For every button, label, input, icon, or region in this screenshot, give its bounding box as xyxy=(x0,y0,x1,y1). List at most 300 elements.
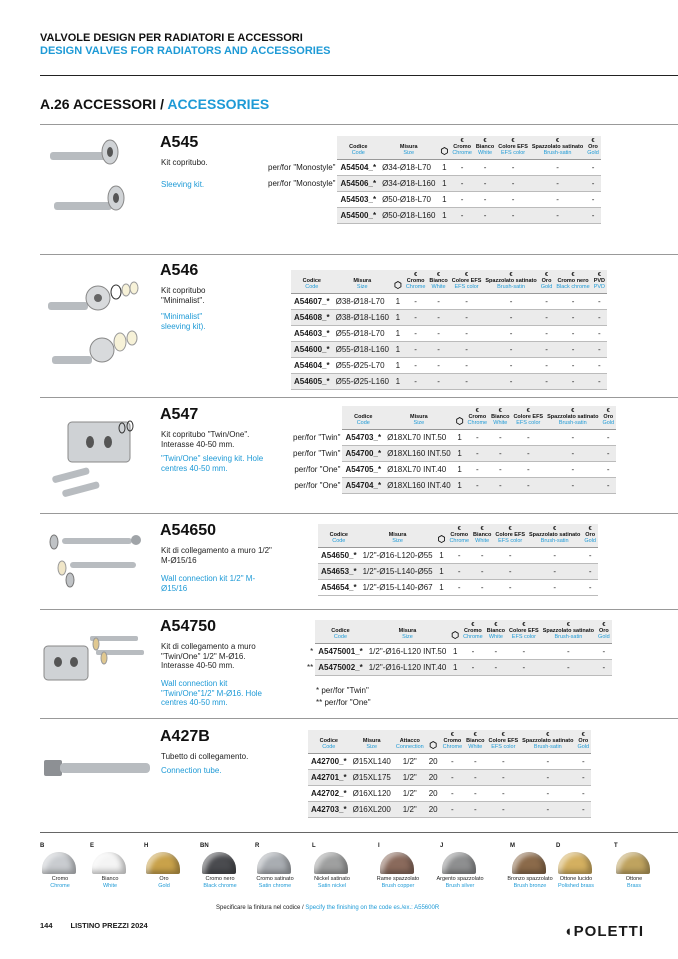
divider xyxy=(40,832,678,833)
product-code: A427B xyxy=(160,728,210,745)
quantity-cell: 1 xyxy=(392,358,404,374)
size-cell: Ø38-Ø18-L70 xyxy=(333,294,392,310)
finish-name-it: Nickel satinato xyxy=(314,876,350,882)
column-header xyxy=(466,406,490,430)
size-cell: Ø34-Ø18-L70 xyxy=(379,160,438,176)
header-en: Chrome xyxy=(449,538,470,544)
finish-name-it: Bronzo spazzolato xyxy=(507,876,553,882)
header-it: Misura xyxy=(399,144,418,150)
price-cell: - xyxy=(539,326,555,342)
finish-cap-icon xyxy=(442,852,476,874)
finish-name-it: Rame spazzolato xyxy=(376,876,420,882)
header-it: Codice xyxy=(302,278,321,284)
column-header xyxy=(489,406,511,430)
product-code-cell: A5475001_* xyxy=(315,644,365,660)
column-header xyxy=(265,136,337,160)
product-code: A546 xyxy=(160,262,199,279)
column-header xyxy=(350,730,394,754)
price-list-label: LISTINO PREZZI 2024 xyxy=(70,921,148,930)
product-code-cell: A54504_* xyxy=(337,160,379,176)
finish-swatch xyxy=(378,843,434,895)
quantity-cell: 1 xyxy=(454,430,466,446)
price-cell: - xyxy=(585,192,601,208)
size-cell: 1/2"-Ø15-L140-Ø67 xyxy=(360,580,436,596)
size-cell: Ø18XL70 INT.40 xyxy=(384,462,454,478)
finish-swatch xyxy=(436,843,496,895)
table-row xyxy=(291,310,607,326)
header-it: Bianco xyxy=(486,628,506,634)
price-cell: - xyxy=(582,548,598,564)
header-en: EFS color xyxy=(516,420,541,426)
product-a427b xyxy=(40,728,678,828)
package-icon: ⬡ xyxy=(393,280,402,290)
price-cell: - xyxy=(527,564,582,580)
price-cell: - xyxy=(461,660,485,676)
product-code-cell: A54607_* xyxy=(291,294,333,310)
connection-cell: 1/2" xyxy=(394,786,426,802)
euro-sign: € xyxy=(508,526,512,532)
product-a545 xyxy=(40,134,678,246)
header-it: Cromo xyxy=(450,532,469,538)
product-code: A545 xyxy=(160,134,199,151)
product-desc-en: Connection tube. xyxy=(161,766,222,775)
price-cell: - xyxy=(511,478,545,494)
header-en: Size xyxy=(402,634,413,640)
column-header xyxy=(384,406,454,430)
price-cell: - xyxy=(600,430,616,446)
header-it: Codice xyxy=(319,738,338,744)
column-header xyxy=(545,406,600,430)
price-cell: - xyxy=(471,580,493,596)
table-header-row xyxy=(290,406,616,430)
header-it: Colore EFS xyxy=(509,628,539,634)
header-en: Size xyxy=(392,538,403,544)
header-it: Cromo xyxy=(464,628,482,634)
divider xyxy=(40,609,678,610)
product-code: A547 xyxy=(160,406,199,423)
section-title-en: ACCESSORIES xyxy=(167,96,270,112)
price-cell: - xyxy=(441,770,465,786)
quantity-cell: 1 xyxy=(438,208,450,224)
product-desc-it: Kit copritubo "Twin/One". Interasse 40-50 mm. xyxy=(161,430,250,449)
spec-it: Specificare la finitura nel codice / xyxy=(216,905,306,911)
finish-name-it: Ottone xyxy=(625,876,643,882)
column-header xyxy=(342,406,384,430)
package-icon: ⬡ xyxy=(429,740,438,750)
table-header-row xyxy=(265,136,601,160)
price-table xyxy=(318,524,598,596)
euro-sign: € xyxy=(450,732,454,738)
finish-letter: I xyxy=(378,843,380,849)
price-cell: - xyxy=(404,326,428,342)
price-cell: - xyxy=(474,160,496,176)
header-it: Spazzolato satinato xyxy=(531,144,584,150)
price-cell: - xyxy=(450,192,474,208)
product-code: A54750 xyxy=(160,618,217,635)
product-code-cell: A54654_* xyxy=(318,580,360,596)
price-cell: - xyxy=(493,580,527,596)
size-cell: Ø50-Ø18-L160 xyxy=(379,208,438,224)
euro-sign: € xyxy=(588,526,592,532)
finish-name-en: Brush silver xyxy=(445,882,475,889)
price-cell: - xyxy=(466,462,490,478)
column-header xyxy=(485,620,507,644)
product-photo xyxy=(40,134,155,234)
price-cell: - xyxy=(511,462,545,478)
finish-swatch xyxy=(614,843,670,895)
product-code-cell: A42702_* xyxy=(308,786,350,802)
header-en: Gold xyxy=(577,744,590,750)
header-en: Black chrome xyxy=(556,284,590,290)
price-cell: - xyxy=(527,580,582,596)
column-header xyxy=(291,270,333,294)
euro-sign: € xyxy=(553,526,557,532)
finish-name xyxy=(606,876,662,889)
column-header xyxy=(576,730,592,754)
header-it: Codice xyxy=(354,414,373,420)
quantity-cell: 1 xyxy=(392,326,404,342)
header-en: PVD xyxy=(593,284,605,290)
header-it: Misura xyxy=(388,532,407,538)
column-header xyxy=(539,270,555,294)
column-header xyxy=(438,136,450,160)
price-cell: - xyxy=(483,326,538,342)
column-header xyxy=(360,524,436,548)
euro-sign: € xyxy=(501,732,505,738)
table-header-row xyxy=(318,524,598,548)
section-title-it: A.26 ACCESSORI / xyxy=(40,96,168,112)
row-note: per/for "Twin" xyxy=(290,430,342,446)
header-en: Chrome xyxy=(467,420,488,426)
size-cell: Ø18XL160 INT.40 xyxy=(384,478,454,494)
price-cell: - xyxy=(450,310,484,326)
product-photo xyxy=(40,408,155,504)
price-cell: - xyxy=(464,754,486,770)
euro-sign: € xyxy=(457,526,461,532)
finish-letter: J xyxy=(440,843,444,849)
header-it: Attacco xyxy=(399,738,420,744)
price-cell: - xyxy=(539,342,555,358)
column-header xyxy=(304,620,315,644)
column-header xyxy=(290,406,342,430)
product-code-cell: A42700_* xyxy=(308,754,350,770)
price-cell: - xyxy=(450,326,484,342)
quantity-cell: 1 xyxy=(392,294,404,310)
divider xyxy=(40,718,678,719)
finish-name-en: Gold xyxy=(158,882,170,889)
price-cell: - xyxy=(474,176,496,192)
column-header xyxy=(308,730,350,754)
column-header xyxy=(520,730,575,754)
finish-letter: L xyxy=(312,843,316,849)
euro-sign: € xyxy=(465,272,469,278)
column-header xyxy=(449,620,461,644)
euro-sign: € xyxy=(471,622,475,628)
price-cell: - xyxy=(582,580,598,596)
price-cell: - xyxy=(576,786,592,802)
header-en: Code xyxy=(333,634,348,640)
finish-name xyxy=(136,876,192,889)
price-cell: - xyxy=(496,208,530,224)
product-code: A54650 xyxy=(160,522,217,539)
price-cell: - xyxy=(487,802,521,818)
price-cell: - xyxy=(427,310,449,326)
finish-name-en: Brush bronze xyxy=(513,882,547,889)
product-desc-en: "Twin/One" sleeving kit. Hole centres 40-50 mm. xyxy=(161,454,264,473)
column-header xyxy=(596,620,612,644)
price-cell: - xyxy=(471,564,493,580)
price-cell: - xyxy=(592,310,607,326)
page-number: 144 xyxy=(40,921,53,930)
price-cell: - xyxy=(530,160,585,176)
finish-letter: D xyxy=(556,843,561,849)
header-en: White xyxy=(468,744,483,750)
quantity-cell: 1 xyxy=(436,564,448,580)
finish-name-it: Argento spazzolato xyxy=(436,876,484,882)
euro-sign: € xyxy=(498,408,502,414)
finish-name-en: Chrome xyxy=(50,882,70,889)
finish-name-it: Oro xyxy=(159,876,169,882)
header-it: Bianco xyxy=(491,414,510,420)
price-cell: - xyxy=(450,160,474,176)
column-header xyxy=(450,270,484,294)
divider xyxy=(40,397,678,398)
divider xyxy=(40,124,678,125)
header-it: Colore EFS xyxy=(495,532,526,538)
price-cell: - xyxy=(592,326,607,342)
header-divider xyxy=(40,75,678,76)
price-cell: - xyxy=(576,770,592,786)
price-cell: - xyxy=(441,802,465,818)
product-code-cell: A54506_* xyxy=(337,176,379,192)
header-it: Cromo xyxy=(453,144,471,150)
column-header xyxy=(507,620,541,644)
product-photo xyxy=(40,748,155,788)
finish-letter: B xyxy=(40,843,45,849)
header-it: Misura xyxy=(410,414,428,420)
price-cell: - xyxy=(545,462,600,478)
header-it: Colore EFS xyxy=(498,144,528,150)
finish-name-en: White xyxy=(102,882,118,889)
size-cell: Ø38-Ø18-L160 xyxy=(333,310,392,326)
header-en: White xyxy=(475,538,490,544)
finish-name-it: Cromo xyxy=(51,876,69,882)
euro-sign: € xyxy=(546,732,550,738)
column-header xyxy=(454,406,466,430)
row-note: ** xyxy=(304,660,315,676)
euro-sign: € xyxy=(480,526,484,532)
product-code-cell: A5475002_* xyxy=(315,660,365,676)
size-cell: Ø16XL200 xyxy=(350,802,394,818)
finish-name xyxy=(247,876,303,889)
size-cell: Ø15XL140 xyxy=(350,754,394,770)
header-it: Bianco xyxy=(475,144,495,150)
price-cell: - xyxy=(596,660,612,676)
header-it: Misura xyxy=(353,278,372,284)
header-en: Gold xyxy=(598,634,610,640)
column-header xyxy=(315,620,365,644)
column-header xyxy=(554,270,591,294)
quantity-cell: 20 xyxy=(426,786,441,802)
column-header xyxy=(318,524,360,548)
quantity-cell: 1 xyxy=(438,192,450,208)
quantity-cell: 20 xyxy=(426,802,441,818)
price-cell: - xyxy=(404,358,428,374)
price-cell: - xyxy=(461,644,485,660)
price-cell: - xyxy=(450,294,484,310)
price-table xyxy=(304,620,612,676)
price-cell: - xyxy=(539,294,555,310)
product-desc-it: Kit copritubo "Minimalist". xyxy=(161,286,206,305)
header-en: Size xyxy=(366,744,378,750)
table-row xyxy=(318,580,598,596)
price-cell: - xyxy=(487,770,521,786)
size-cell: 1/2"-Ø15-L140-Ø55 xyxy=(360,564,436,580)
finish-cap-icon xyxy=(202,852,236,874)
price-cell: - xyxy=(466,446,490,462)
price-cell: - xyxy=(576,754,592,770)
size-cell: Ø50-Ø18-L70 xyxy=(379,192,438,208)
price-cell: - xyxy=(483,358,538,374)
euro-sign: € xyxy=(566,622,570,628)
size-cell: Ø15XL175 xyxy=(350,770,394,786)
price-cell: - xyxy=(493,548,527,564)
price-cell: - xyxy=(554,294,591,310)
table-row xyxy=(291,326,607,342)
finish-letter: BN xyxy=(200,843,209,849)
price-cell: - xyxy=(427,294,449,310)
table-row xyxy=(318,564,598,580)
price-cell: - xyxy=(489,430,511,446)
price-cell: - xyxy=(464,770,486,786)
quantity-cell: 1 xyxy=(449,660,461,676)
table-row xyxy=(265,208,601,224)
price-cell: - xyxy=(404,374,428,390)
price-cell: - xyxy=(530,208,585,224)
price-cell: - xyxy=(447,548,471,564)
size-cell: Ø18XL70 INT.50 xyxy=(384,430,454,446)
price-cell: - xyxy=(489,462,511,478)
header-it: Cromo nero xyxy=(557,278,589,284)
package-icon: ⬡ xyxy=(455,416,464,426)
price-cell: - xyxy=(489,478,511,494)
package-icon: ⬡ xyxy=(451,630,460,640)
header-it: Cromo xyxy=(406,278,425,284)
finish-cap-icon xyxy=(146,852,180,874)
product-code-cell: A54500_* xyxy=(337,208,379,224)
price-cell: - xyxy=(511,446,545,462)
header-en: Gold xyxy=(540,284,553,290)
price-cell: - xyxy=(447,564,471,580)
price-cell: - xyxy=(441,754,465,770)
price-cell: - xyxy=(441,786,465,802)
product-code-cell: A54600_* xyxy=(291,342,333,358)
header-it: Colore EFS xyxy=(488,738,519,744)
header-it: Oro xyxy=(578,738,589,744)
price-cell: - xyxy=(530,176,585,192)
header-en: EFS color xyxy=(498,538,523,544)
header-it: Colore EFS xyxy=(451,278,482,284)
header-en: Brush-satin xyxy=(554,634,583,640)
euro-sign: € xyxy=(522,622,526,628)
header-en: White xyxy=(488,634,503,640)
quantity-cell: 1 xyxy=(436,580,448,596)
price-cell: - xyxy=(450,176,474,192)
table-row xyxy=(290,478,616,494)
header-it: Oro xyxy=(588,144,598,150)
page-footer xyxy=(40,921,166,930)
header-title-en: DESIGN VALVES FOR RADIATORS AND ACCESSORIES xyxy=(40,45,331,57)
connection-cell: 1/2" xyxy=(394,754,426,770)
header-en: Gold xyxy=(587,150,599,156)
column-header xyxy=(530,136,585,160)
product-desc-it: Kit di collegamento a muro 1/2" M-Ø15/16 xyxy=(161,546,272,565)
price-cell: - xyxy=(554,326,591,342)
header-it: Bianco xyxy=(429,278,448,284)
price-cell: - xyxy=(585,176,601,192)
column-header xyxy=(447,524,471,548)
price-cell: - xyxy=(427,342,449,358)
table-row xyxy=(291,374,607,390)
price-cell: - xyxy=(485,660,507,676)
product-desc-en: Wall connection kit "Twin/One"1/2" M-Ø16. Hole centres 40-50 mm. xyxy=(161,679,263,707)
finish-letter: T xyxy=(614,843,618,849)
connection-cell: 1/2" xyxy=(394,802,426,818)
header-en: Chrome xyxy=(405,284,426,290)
footnote-one: ** per/for "One" xyxy=(316,698,371,707)
quantity-cell: 20 xyxy=(426,770,441,786)
price-cell: - xyxy=(507,644,541,660)
price-cell: - xyxy=(541,660,596,676)
price-cell: - xyxy=(545,446,600,462)
price-cell: - xyxy=(585,208,601,224)
header-en: Code xyxy=(351,150,365,156)
column-header xyxy=(436,524,448,548)
product-desc-en: "Minimalist" sleeving kit). xyxy=(161,312,206,331)
header-en: EFS color xyxy=(491,744,516,750)
product-code-cell: A54705_* xyxy=(342,462,384,478)
header-it: Spazzolato satinato xyxy=(547,414,599,420)
table-row xyxy=(291,358,607,374)
finish-swatch xyxy=(312,843,368,895)
quantity-cell: 1 xyxy=(454,446,466,462)
product-code-cell: A54608_* xyxy=(291,310,333,326)
product-desc-it: Kit di collegamento a muro "Twin/One" 1/2" M-Ø16. Interasse 40-50 mm. xyxy=(161,642,256,670)
header-en: Chrome xyxy=(442,744,463,750)
price-cell: - xyxy=(582,564,598,580)
package-icon: ⬡ xyxy=(437,534,446,544)
table-row xyxy=(291,294,607,310)
column-header xyxy=(366,620,450,644)
header-it: Cromo xyxy=(468,414,487,420)
table-row xyxy=(308,802,591,818)
price-cell: - xyxy=(545,478,600,494)
table-row xyxy=(290,430,616,446)
header-en: EFS color xyxy=(511,634,536,640)
price-cell: - xyxy=(487,754,521,770)
price-cell: - xyxy=(585,160,601,176)
column-header xyxy=(441,730,465,754)
header-en: Size xyxy=(413,420,425,426)
column-header xyxy=(333,270,392,294)
quantity-cell: 1 xyxy=(438,176,450,192)
size-cell: Ø55-Ø18-L70 xyxy=(333,326,392,342)
column-header xyxy=(487,730,521,754)
price-cell: - xyxy=(487,786,521,802)
header-en: Code xyxy=(322,744,336,750)
finish-cap-icon xyxy=(616,852,650,874)
finish-name-en: Brush copper xyxy=(381,882,415,889)
